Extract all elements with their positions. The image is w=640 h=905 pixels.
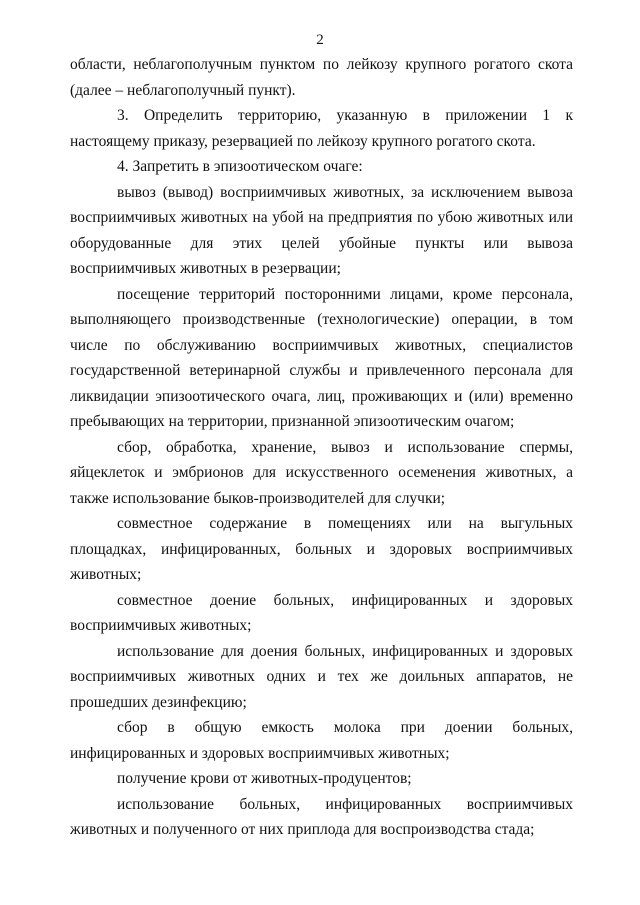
paragraph-continuation: области, неблагополучным пунктом по лейкозу крупного рогатого скота (далее – неблагополучный пункт). <box>70 56 573 99</box>
paragraph-ban-visits: посещение территорий посторонними лицами, кроме персонала, выполняющего производственные (технологические) операции, в том числе по обслуживанию восприимчивых животных, специалистов государственной ветеринарной службы и привлеченного персонала для ликвидации эпизоотического очага, лиц, проживающих и (или) временно пребывающих на территории, признанной эпизоотическим очагом; <box>70 285 573 430</box>
paragraph-ban-shared-apparatus: использование для доения больных, инфицированных и здоровых восприимчивых животных одних и тех же доильных аппаратов, не прошедших дезинфекцию; <box>70 642 573 711</box>
document-body <box>70 52 573 843</box>
page-number: 2 <box>316 32 324 48</box>
paragraph-ban-blood: получение крови от животных-продуцентов; <box>117 770 412 787</box>
paragraph-ban-reproduction: использование больных, инфицированных восприимчивых животных и полученного от них приплода для воспроизводства стада; <box>70 795 573 838</box>
paragraph-item-4: 4. Запретить в эпизоотическом очаге: <box>117 158 363 175</box>
paragraph-item-3: 3. Определить территорию, указанную в приложении 1 к настоящему приказу, резервацией по лейкозу крупного рогатого скота. <box>70 107 573 150</box>
paragraph-ban-joint-milking: совместное доение больных, инфицированных и здоровых восприимчивых животных; <box>70 591 573 634</box>
paragraph-ban-shared-container: сбор в общую емкость молока при доении больных, инфицированных и здоровых восприимчивых животных; <box>70 719 573 762</box>
paragraph-ban-joint-keeping: совместное содержание в помещениях или на выгульных площадках, инфицированных, больных и здоровых восприимчивых животных; <box>70 515 573 583</box>
paragraph-ban-export: вывоз (вывод) восприимчивых животных, за исключением вывоза восприимчивых животных на убой на предприятия по убою животных или оборудованные для этих целей убойные пункты или вывоза восприимчивых животных в резервации; <box>70 183 573 277</box>
paragraph-ban-sperm: сбор, обработка, хранение, вывоз и использование спермы, яйцеклеток и эмбрионов для искусственного осеменения животных, а также использование быков-производителей для случки; <box>70 438 573 507</box>
